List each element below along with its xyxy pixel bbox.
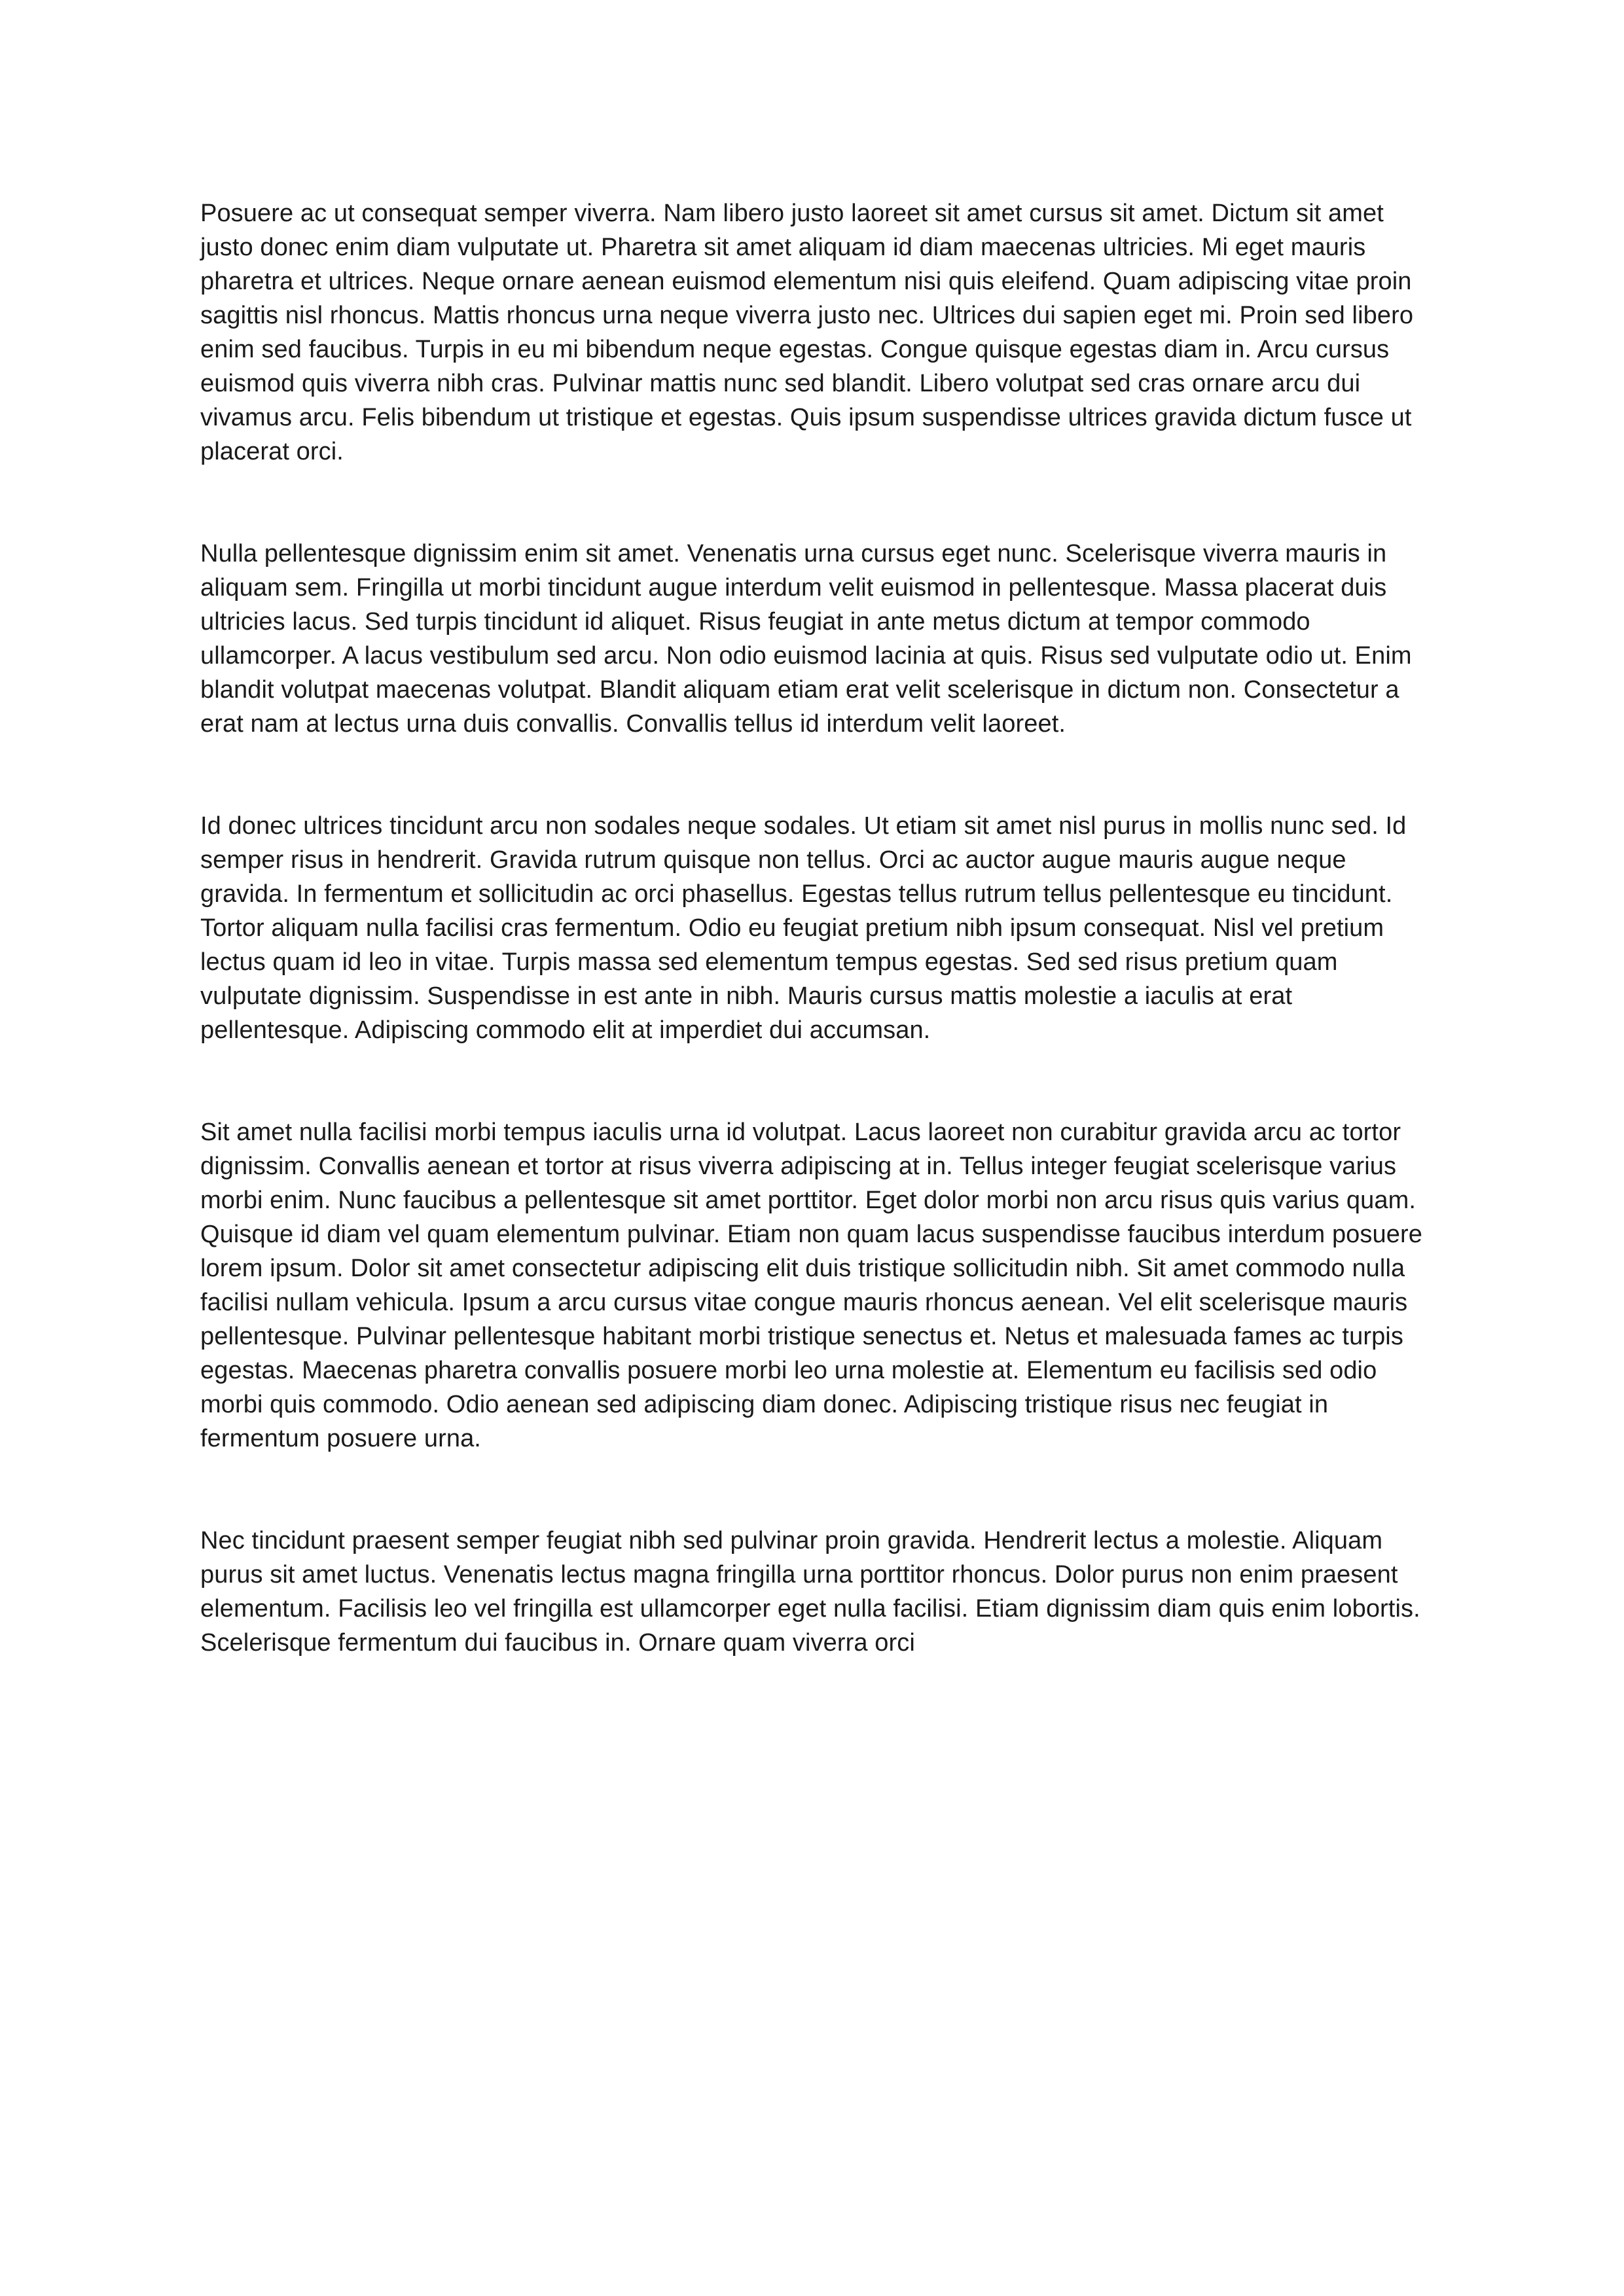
paragraph: Nulla pellentesque dignissim enim sit amet. Venenatis urna cursus eget nunc. Scelerisque viverra mauris in aliquam sem. Fringilla ut morbi tincidunt augue interdum velit euismod in pellentesque. Massa placerat duis ultricies lacus. Sed turpis tincidunt id aliquet. Risus feugiat in ante metus dictum at tempor commodo ullamcorper. A lacus vestibulum sed arcu. Non odio euismod lacinia at quis. Risus sed vulputate odio ut. Enim blandit volutpat maecenas volutpat. Blandit aliquam etiam erat velit scelerisque in dictum non. Consectetur a erat nam at lectus urna duis convallis. Convallis tellus id interdum velit laoreet. xyxy=(200,540,1412,738)
paragraph: Id donec ultrices tincidunt arcu non sodales neque sodales. Ut etiam sit amet nisl purus in mollis nunc sed. Id semper risus in hendrerit. Gravida rutrum quisque non tellus. Orci ac auctor augue mauris augue neque gravida. In fermentum et sollicitudin ac orci phasellus. Egestas tellus rutrum tellus pellentesque eu tincidunt. Tortor aliquam nulla facilisi cras fermentum. Odio eu feugiat pretium nibh ipsum consequat. Nisl vel pretium lectus quam id leo in vitae. Turpis massa sed elementum tempus egestas. Sed sed risus pretium quam vulputate dignissim. Suspendisse in est ante in nibh. Mauris cursus mattis molestie a iaculis at erat pellentesque. Adipiscing commodo elit at imperdiet dui accumsan. xyxy=(200,812,1407,1044)
document-body-text xyxy=(200,196,1428,1660)
paragraph: Nec tincidunt praesent semper feugiat nibh sed pulvinar proin gravida. Hendrerit lectus a molestie. Aliquam purus sit amet luctus. Venenatis lectus magna fringilla urna porttitor rhoncus. Dolor purus non enim praesent elementum. Facilisis leo vel fringilla est ullamcorper eget nulla facilisi. Etiam dignissim diam quis enim lobortis. Scelerisque fermentum dui faucibus in. Ornare quam viverra orci xyxy=(200,1527,1420,1657)
paragraph: Sit amet nulla facilisi morbi tempus iaculis urna id volutpat. Lacus laoreet non curabitur gravida arcu ac tortor dignissim. Convallis aenean et tortor at risus viverra adipiscing at in. Tellus integer feugiat scelerisque varius morbi enim. Nunc faucibus a pellentesque sit amet porttitor. Eget dolor morbi non arcu risus quis varius quam. Quisque id diam vel quam elementum pulvinar. Etiam non quam lacus suspendisse faucibus interdum posuere lorem ipsum. Dolor sit amet consectetur adipiscing elit duis tristique sollicitudin nibh. Sit amet commodo nulla facilisi nullam vehicula. Ipsum a arcu cursus vitae congue mauris rhoncus aenean. Vel elit scelerisque mauris pellentesque. Pulvinar pellentesque habitant morbi tristique senectus et. Netus et malesuada fames ac turpis egestas. Maecenas pharetra convallis posuere morbi leo urna molestie at. Elementum eu facilisis sed odio morbi quis commodo. Odio aenean sed adipiscing diam donec. Adipiscing tristique risus nec feugiat in fermentum posuere urna. xyxy=(200,1119,1422,1452)
paragraph: Posuere ac ut consequat semper viverra. Nam libero justo laoreet sit amet cursus sit amet. Dictum sit amet justo donec enim diam vulputate ut. Pharetra sit amet aliquam id diam maecenas ultricies. Mi eget mauris pharetra et ultrices. Neque ornare aenean euismod elementum nisi quis eleifend. Quam adipiscing vitae proin sagittis nisl rhoncus. Mattis rhoncus urna neque viverra justo nec. Ultrices dui sapien eget mi. Proin sed libero enim sed faucibus. Turpis in eu mi bibendum neque egestas. Congue quisque egestas diam in. Arcu cursus euismod quis viverra nibh cras. Pulvinar mattis nunc sed blandit. Libero volutpat sed cras ornare arcu dui vivamus arcu. Felis bibendum ut tristique et egestas. Quis ipsum suspendisse ultrices gravida dictum fusce ut placerat orci. xyxy=(200,200,1414,465)
